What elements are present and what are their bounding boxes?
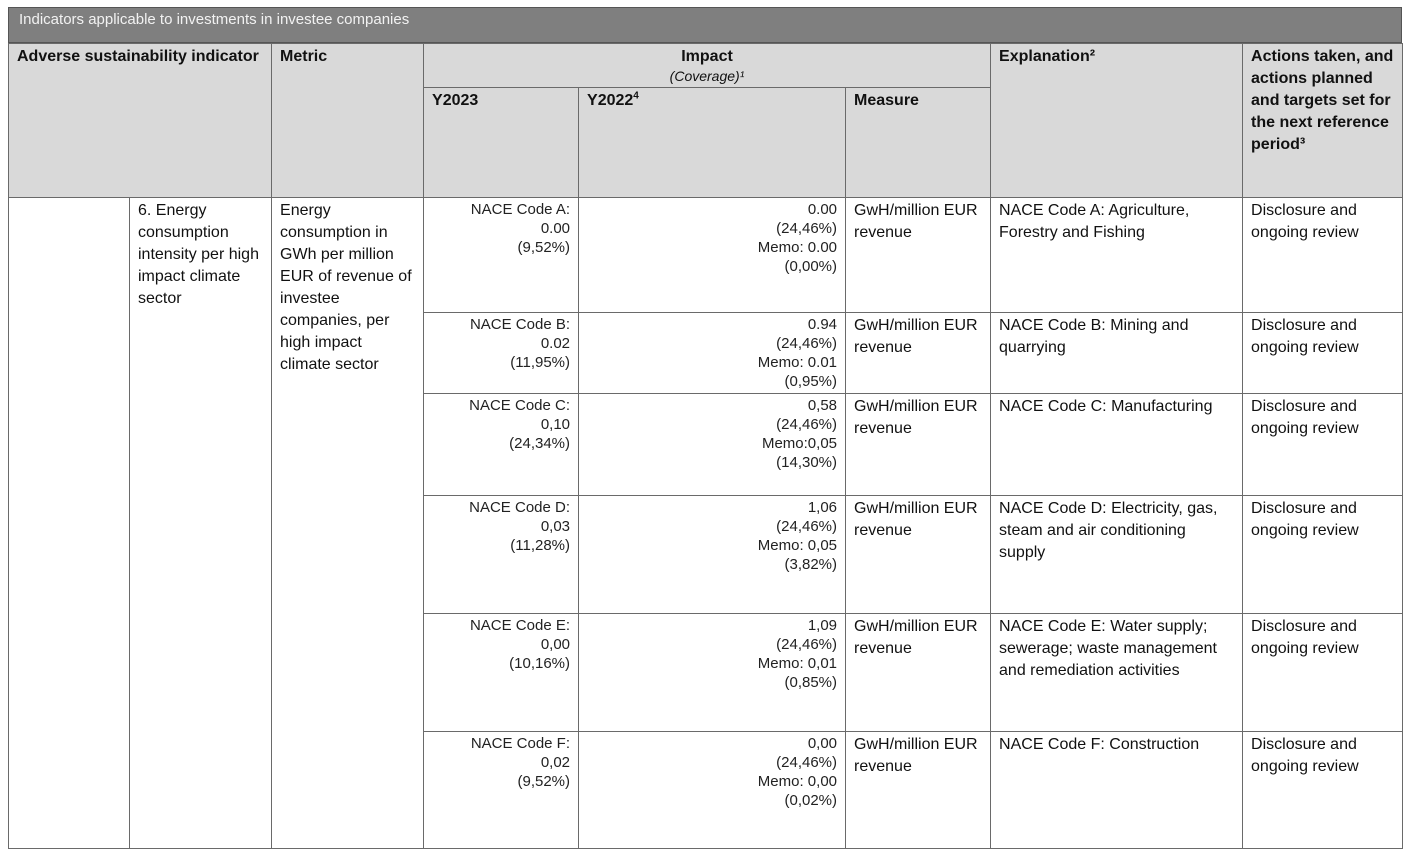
- indicators-table: [8, 43, 1403, 849]
- explanation-cell: NACE Code B: Mining and quarrying: [991, 313, 1243, 394]
- y2022-cell-line: (24,46%): [776, 636, 838, 653]
- measure-cell: GwH/million EUR revenue: [846, 394, 991, 496]
- header-impact: [424, 44, 991, 88]
- y2022-cell-line: 0.00: [807, 201, 838, 218]
- section-banner: [8, 7, 1402, 43]
- table-body: [9, 198, 1403, 849]
- header-measure: Measure: [846, 88, 991, 198]
- y2023-cell-line: (9,52%): [517, 239, 571, 256]
- indicator-cell: 6. Energy consumption intensity per high impact climate sector: [130, 198, 272, 849]
- explanation-cell: NACE Code E: Water supply; sewerage; waste management and remediation activities: [991, 614, 1243, 732]
- y2022-cell-line: 0,00: [807, 735, 838, 752]
- y2022-cell-line: (0,95%): [784, 373, 838, 390]
- header-y2022: [579, 88, 846, 198]
- explanation-cell: NACE Code C: Manufacturing: [991, 394, 1243, 496]
- y2023-cell-line: NACE Code E:: [469, 617, 571, 634]
- y2022-cell-line: (0,85%): [784, 674, 838, 691]
- y2023-cell-line: 0,10: [540, 416, 571, 433]
- y2022-cell-line: (24,46%): [776, 335, 838, 352]
- action-cell: Disclosure and ongoing review: [1243, 313, 1403, 394]
- y2022-cell-line: (3,82%): [784, 556, 838, 573]
- metric-cell: Energy consumption in GWh per million EUR of revenue of investee companies, per high impact climate sector: [272, 198, 424, 849]
- y2023-cell: [424, 732, 579, 849]
- y2022-cell-line: (24,46%): [776, 518, 838, 535]
- y2023-cell: [424, 394, 579, 496]
- y2023-cell-line: 0,02: [540, 754, 571, 771]
- pai-table-container: [8, 7, 1402, 849]
- y2022-cell-line: Memo: 0.01: [757, 354, 838, 371]
- y2023-cell-line: 0.02: [540, 335, 571, 352]
- header-y2022-label: Y2022: [587, 92, 634, 109]
- measure-cell: GwH/million EUR revenue: [846, 614, 991, 732]
- y2022-cell-line: Memo: 0,05: [757, 537, 838, 554]
- y2022-cell-line: Memo:0,05: [761, 435, 838, 452]
- header-explanation: Explanation²: [991, 44, 1243, 198]
- measure-cell: GwH/million EUR revenue: [846, 732, 991, 849]
- action-cell: Disclosure and ongoing review: [1243, 198, 1403, 313]
- y2022-cell-line: Memo: 0,01: [757, 655, 838, 672]
- y2023-cell: [424, 198, 579, 313]
- y2023-cell-line: 0.00: [540, 220, 571, 237]
- y2022-cell-line: Memo: 0,00: [757, 773, 838, 790]
- y2022-cell: [579, 198, 846, 313]
- explanation-cell: NACE Code A: Agriculture, Forestry and Fishing: [991, 198, 1243, 313]
- y2022-cell-line: 0,58: [807, 397, 838, 414]
- explanation-cell: NACE Code D: Electricity, gas, steam and air conditioning supply: [991, 496, 1243, 614]
- y2022-cell: [579, 313, 846, 394]
- header-coverage: (Coverage)¹: [669, 68, 745, 84]
- measure-cell: GwH/million EUR revenue: [846, 496, 991, 614]
- y2023-cell: [424, 496, 579, 614]
- y2023-cell-line: NACE Code C:: [469, 397, 571, 414]
- y2023-cell-line: NACE Code F:: [470, 735, 571, 752]
- y2022-cell: [579, 394, 846, 496]
- measure-cell: GwH/million EUR revenue: [846, 313, 991, 394]
- header-indicator: Adverse sustainability indicator: [9, 44, 272, 198]
- banner-title: Indicators applicable to investments in investee companies: [19, 11, 410, 28]
- y2023-cell-line: (11,28%): [510, 537, 571, 554]
- y2022-cell-line: (0,00%): [784, 258, 838, 275]
- y2023-cell: [424, 614, 579, 732]
- y2022-cell-line: (14,30%): [776, 454, 838, 471]
- y2023-cell-line: 0,00: [540, 636, 571, 653]
- header-impact-label: Impact: [681, 48, 733, 65]
- y2023-cell-line: (11,95%): [510, 354, 571, 371]
- action-cell: Disclosure and ongoing review: [1243, 496, 1403, 614]
- y2023-cell-line: (9,52%): [517, 773, 571, 790]
- header-y2022-footnote: 4: [633, 90, 639, 102]
- y2022-cell-line: 0.94: [807, 316, 838, 333]
- y2023-cell-line: (10,16%): [509, 655, 571, 672]
- action-cell: Disclosure and ongoing review: [1243, 614, 1403, 732]
- y2022-cell-line: Memo: 0.00: [757, 239, 838, 256]
- y2022-cell-line: (24,46%): [776, 220, 838, 237]
- measure-cell: GwH/million EUR revenue: [846, 198, 991, 313]
- y2023-cell: [424, 313, 579, 394]
- y2022-cell: [579, 732, 846, 849]
- y2022-cell-line: 1,06: [807, 499, 838, 516]
- y2022-cell-line: (24,46%): [776, 754, 838, 771]
- action-cell: Disclosure and ongoing review: [1243, 394, 1403, 496]
- y2023-cell-line: NACE Code D:: [469, 499, 571, 516]
- y2022-cell-line: (0,02%): [784, 792, 838, 809]
- y2022-cell: [579, 496, 846, 614]
- y2022-cell: [579, 614, 846, 732]
- y2023-cell-line: NACE Code B:: [469, 316, 571, 333]
- explanation-cell: NACE Code F: Construction: [991, 732, 1243, 849]
- header-actions: Actions taken, and actions planned and targets set for the next reference period³: [1243, 44, 1403, 198]
- header-metric: Metric: [272, 44, 424, 198]
- y2023-cell-line: (24,34%): [509, 435, 571, 452]
- y2022-cell-line: (24,46%): [776, 416, 838, 433]
- table-row: [9, 198, 1403, 313]
- y2023-cell-line: 0,03: [540, 518, 571, 535]
- y2022-cell-line: 1,09: [807, 617, 838, 634]
- blank-cell: [9, 198, 130, 849]
- action-cell: Disclosure and ongoing review: [1243, 732, 1403, 849]
- y2023-cell-line: NACE Code A:: [470, 201, 571, 218]
- header-y2023: Y2023: [424, 88, 579, 198]
